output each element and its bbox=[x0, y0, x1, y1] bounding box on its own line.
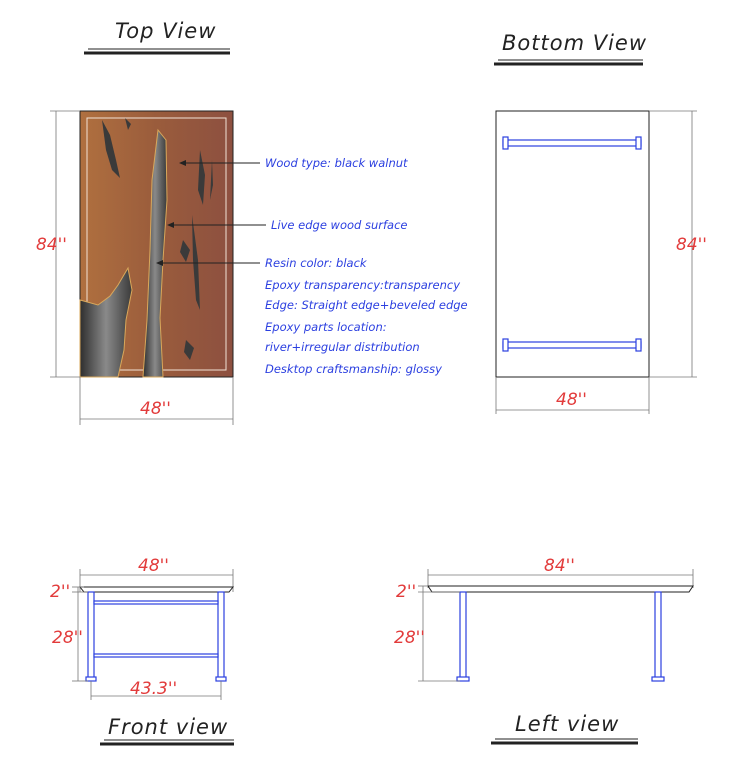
bottom-width-label: 48'' bbox=[556, 390, 587, 410]
tabletop-side bbox=[428, 586, 693, 592]
note-resin-color: Resin color: black bbox=[265, 256, 367, 270]
top-width-label: 48'' bbox=[140, 399, 171, 419]
bar-end bbox=[636, 339, 641, 351]
left-height-label: 28'' bbox=[394, 628, 425, 648]
left-length-label: 84'' bbox=[544, 556, 575, 576]
table-underside bbox=[496, 111, 649, 377]
front-width-label: 48'' bbox=[138, 556, 169, 576]
leg-foot bbox=[652, 677, 664, 681]
leg bbox=[218, 592, 224, 678]
leg-foot bbox=[86, 677, 96, 681]
bottom-view-title: Bottom View bbox=[502, 31, 647, 55]
top-length-label: 84'' bbox=[36, 235, 67, 255]
leg-foot bbox=[216, 677, 226, 681]
note-epoxy-location: Epoxy parts location: bbox=[265, 320, 387, 334]
front-view-title: Front view bbox=[108, 715, 229, 739]
top-view bbox=[36, 19, 468, 425]
note-edge: Edge: Straight edge+beveled edge bbox=[265, 298, 468, 312]
note-craftsmanship: Desktop craftsmanship: glossy bbox=[265, 362, 442, 376]
note-epoxy-distribution: river+irregular distribution bbox=[265, 340, 420, 354]
crossbar bbox=[94, 654, 218, 657]
note-live-edge: Live edge wood surface bbox=[271, 218, 408, 232]
left-thickness-label: 2'' bbox=[396, 582, 417, 602]
crossbar bbox=[94, 601, 218, 604]
bar-end bbox=[636, 137, 641, 149]
tabletop-front bbox=[80, 587, 233, 592]
bottom-length-label: 84'' bbox=[676, 235, 707, 255]
support-bar bbox=[503, 140, 641, 146]
leg bbox=[460, 592, 466, 678]
support-bar bbox=[503, 342, 641, 348]
front-thickness-label: 2'' bbox=[50, 582, 71, 602]
left-view bbox=[394, 556, 693, 743]
leg bbox=[88, 592, 94, 678]
note-wood-type: Wood type: black walnut bbox=[265, 156, 408, 170]
bar-end bbox=[503, 137, 508, 149]
front-leg-spacing-label: 43.3'' bbox=[130, 679, 178, 699]
left-view-title: Left view bbox=[515, 712, 620, 736]
top-view-title: Top View bbox=[115, 19, 217, 43]
front-view bbox=[50, 556, 234, 744]
bar-end bbox=[503, 339, 508, 351]
front-height-label: 28'' bbox=[52, 628, 83, 648]
note-epoxy-transparency: Epoxy transparency:transparency bbox=[265, 278, 461, 292]
leg bbox=[655, 592, 661, 678]
leg-foot bbox=[457, 677, 469, 681]
bottom-view bbox=[494, 31, 707, 414]
